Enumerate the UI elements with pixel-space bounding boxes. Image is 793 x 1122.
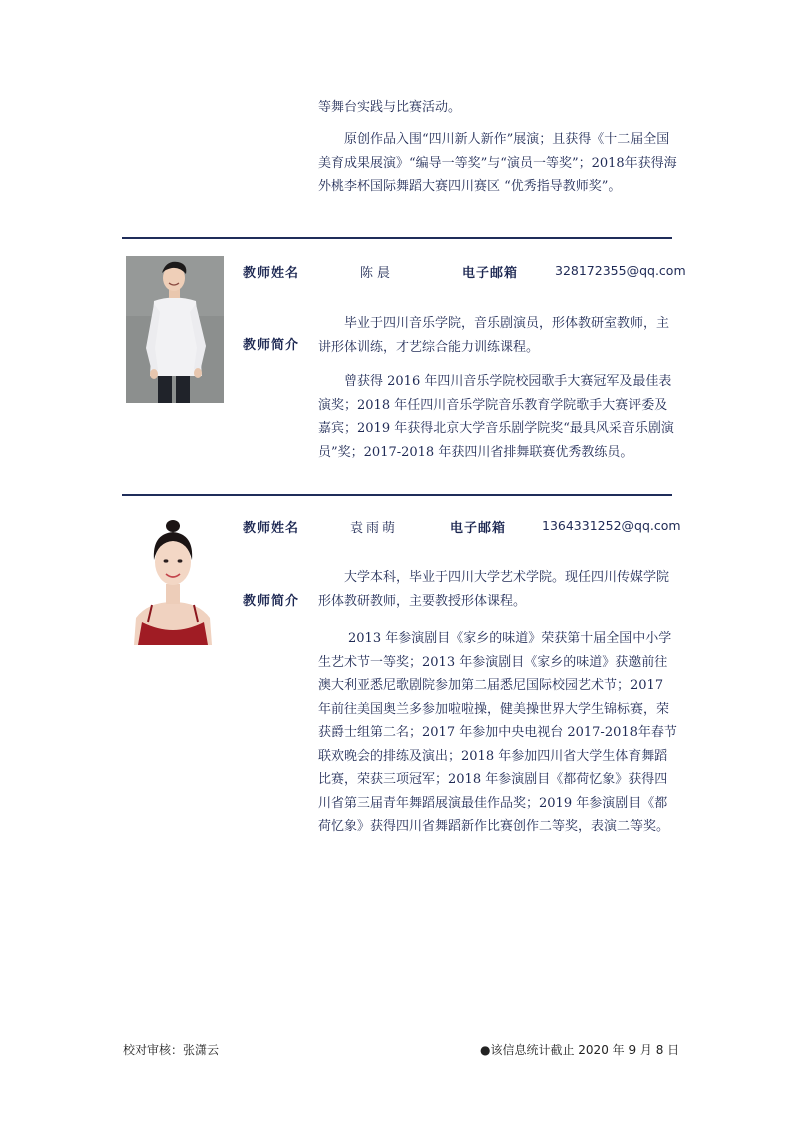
name-label: 教师姓名: [243, 521, 300, 536]
section-divider: [122, 494, 672, 496]
teacher-email[interactable]: 328172355@qq.com: [555, 263, 686, 278]
data-cutoff-note: ●该信息统计截止 2020 年 9 月 8 日: [480, 1043, 680, 1057]
email-label: 电子邮箱: [450, 521, 507, 536]
teacher-name: 陈晨: [360, 266, 395, 281]
awards-paragraph: 原创作品入围“四川新人新作”展演；且获得《十二届全国美育成果展演》“编导一等奖”与“演员一等奖”；2018年获得海外桃李杯国际舞蹈大赛四川赛区 “优秀指导教师奖”。: [318, 132, 677, 194]
teacher-name: 袁雨萌: [350, 521, 399, 536]
continuation-line: 等舞台实践与比赛活动。: [318, 100, 462, 115]
teacher-awards-paragraph: 2013 年参演剧目《家乡的味道》荣获第十届全国中小学生艺术节一等奖；2013 年参演剧目《家乡的味道》获邀前往澳大利亚悉尼歌剧院参加第二届悉尼国际校园艺术节；2017 年前往美国奥兰多参加啦啦操，健美操世界大学生锦标赛，荣获爵士组第二名；2017 年参加中央电视台 2017-2018年春节联欢晚会的排练及演出；2018 年参加四川省大学生体育舞蹈比赛，荣获三项冠军；2018 年参演剧目《都荷忆象》获得四川省第三届青年舞蹈展演最佳作品奖；2019 年参演剧目《都荷忆象》获得四川省舞蹈新作比赛创作二等奖，表演二等奖。: [318, 631, 677, 834]
portrait-male-icon: [126, 256, 224, 403]
proofreader-note: 校对审核：张潇云: [123, 1043, 220, 1057]
name-label: 教师姓名: [243, 266, 300, 281]
teacher-intro-paragraph: 毕业于四川音乐学院，音乐剧演员，形体教研室教师，主讲形体训练，才艺综合能力训练课程。: [318, 316, 670, 355]
teacher-email[interactable]: 1364331252@qq.com: [542, 518, 681, 533]
teacher-awards-paragraph: 曾获得 2016 年四川音乐学院校园歌手大赛冠军及最佳表演奖；2018 年任四川音乐学院音乐教育学院歌手大赛评委及嘉宾；2019 年获得北京大学音乐剧学院奖“最具风采音乐剧演员”奖；2017-2018 年获四川省排舞联赛优秀教练员。: [318, 374, 674, 460]
intro-label: 教师简介: [243, 338, 300, 353]
teacher-intro-paragraph: 大学本科，毕业于四川大学艺术学院。现任四川传媒学院形体教研教师，主要教授形体课程。: [318, 570, 670, 609]
intro-label: 教师简介: [243, 594, 300, 609]
teacher-photo-chen-chen: [126, 256, 224, 403]
portrait-female-icon: [124, 510, 222, 645]
teacher-photo-yuan-yumeng: [124, 510, 222, 645]
section-divider: [122, 237, 672, 239]
email-label: 电子邮箱: [462, 266, 519, 281]
